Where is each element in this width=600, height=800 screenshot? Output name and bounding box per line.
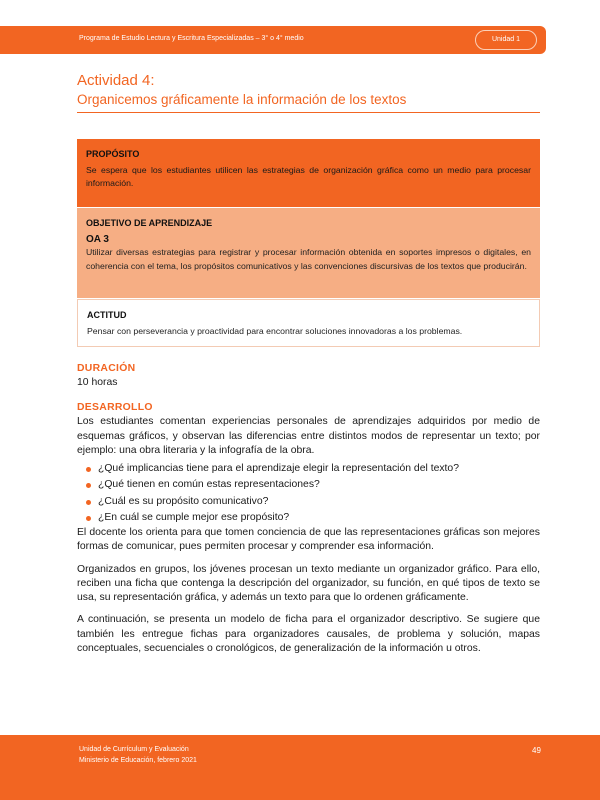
bullet-icon [86,516,91,521]
duration-heading: DURACIÓN [77,363,136,374]
development-intro: Los estudiantes comentan experiencias personales de aprendizajes adquiridos por medio de esquemas gráficos, y observan las diferencias entre distintos modos de representar un texto; por ejemplo: una obra literaria y la infografía de la obra. [77,416,540,456]
objective-box [77,208,540,298]
attitude-heading: ACTITUD [87,310,127,320]
list-item: ¿En cuál se cumple mejor ese propósito? [77,510,540,526]
objective-code: OA 3 [86,234,109,246]
development-heading: DESARROLLO [77,402,153,413]
footer-credits [79,745,197,766]
purpose-box [77,139,540,207]
development-para-2: Organizados en grupos, los jóvenes procesan un texto mediante un organizador gráfico. Para ello, reciben una ficha que contenga la descripción del organizador, su función, en qué tipos de texto se usa, su representación gráfica, y además un texto para que lo ordenen gráficamente. [77,563,540,604]
purpose-text: Se espera que los estudiantes utilicen las estrategias de organización gráfica como un medio para procesar información. [86,165,531,189]
title-divider [77,112,540,113]
footer-bar [0,735,600,800]
header-bar [0,26,546,54]
bullet-icon [86,483,91,488]
development-para-3: A continuación, se presenta un modelo de ficha para el organizador descriptivo. Se sugiere que también les entregue fichas para organizadores causales, de problema y solución, mapas conceptuales, secuenciales o cronológicos, de generalización de la información u otros. [77,614,540,655]
attitude-text: Pensar con perseverancia y proactividad para encontrar soluciones innovadoras a los problemas. [87,326,463,337]
objective-text: Utilizar diversas estrategias para registrar y procesar información obtenida en soportes impresos o digitales, en coherencia con el tema, los propósitos comunicativos y las convenciones discursivas de los textos que producirán. [86,247,531,271]
list-item: ¿Qué implicancias tiene para el aprendizaje elegir la representación del texto? [77,461,540,477]
bullet-icon [86,500,91,505]
development-section [77,401,540,656]
list-item: ¿Cuál es su propósito comunicativo? [77,494,540,510]
page-number: 49 [532,746,541,755]
question-list [77,461,540,526]
program-title: Programa de Estudio Lectura y Escritura Especializadas – 3° o 4° medio [79,35,304,42]
list-item: ¿Qué tienen en común estas representaciones? [77,477,540,493]
footer-ministry: Ministerio de Educación, febrero 2021 [79,756,197,764]
purpose-heading: PROPÓSITO [86,149,140,159]
attitude-box [77,299,540,347]
unit-badge: Unidad 1 [475,30,537,50]
bullet-icon [86,467,91,472]
duration-section [77,362,540,391]
footer-unit: Unidad de Currículum y Evaluación [79,746,189,753]
objective-heading: OBJETIVO DE APRENDIZAJE [86,218,213,228]
development-para-1: El docente los orienta para que tomen conciencia de que las representaciones gráficas son mejores formas de comunicar, pues permiten procesar y comprender esa información. [77,527,540,553]
activity-subtitle: Organicemos gráficamente la información de los textos [77,92,407,107]
duration-value: 10 horas [77,377,118,389]
activity-title: Actividad 4: [77,72,155,89]
